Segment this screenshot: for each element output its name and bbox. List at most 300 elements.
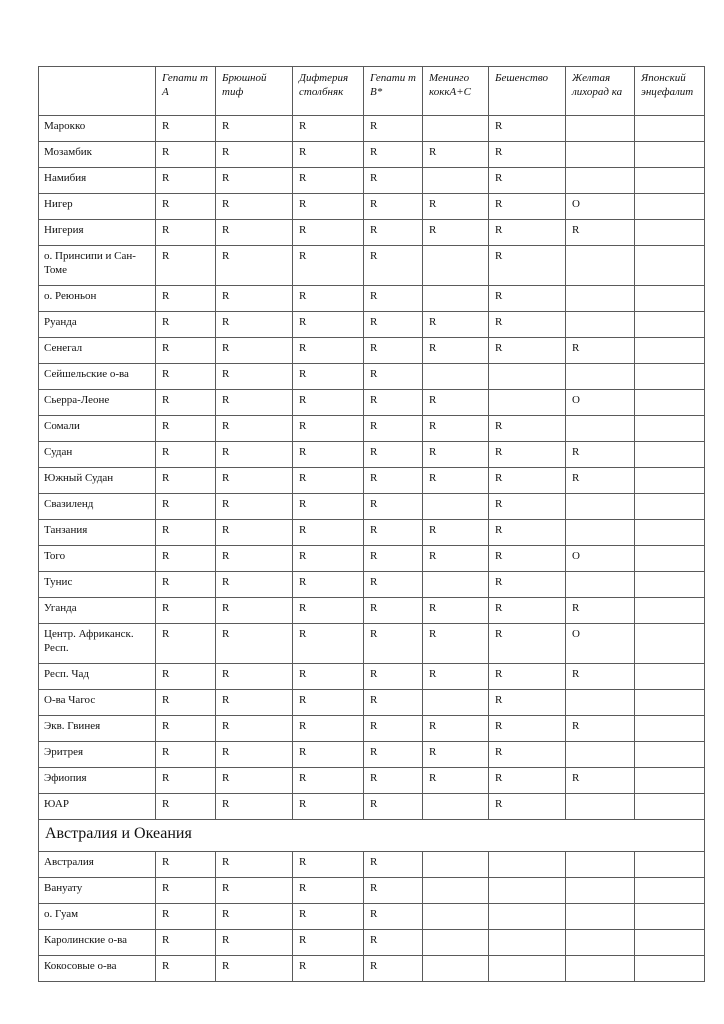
value-cell: R <box>216 416 293 442</box>
country-cell: Намибия <box>39 168 156 194</box>
value-cell <box>566 904 635 930</box>
table-row <box>39 664 705 690</box>
value-cell: R <box>216 716 293 742</box>
value-cell: R <box>293 930 364 956</box>
value-cell: R <box>489 338 566 364</box>
value-cell <box>635 442 705 468</box>
value-cell: R <box>293 286 364 312</box>
value-cell: O <box>566 390 635 416</box>
value-cell <box>635 624 705 664</box>
country-cell: Сьерра-Леоне <box>39 390 156 416</box>
value-cell: R <box>216 442 293 468</box>
value-cell: R <box>293 520 364 546</box>
country-cell: Того <box>39 546 156 572</box>
table-row <box>39 116 705 142</box>
value-cell: R <box>364 364 423 390</box>
value-cell: R <box>489 312 566 338</box>
value-cell: R <box>156 442 216 468</box>
value-cell <box>635 390 705 416</box>
value-cell: R <box>489 768 566 794</box>
value-cell: R <box>156 142 216 168</box>
value-cell <box>635 956 705 982</box>
value-cell: R <box>489 664 566 690</box>
value-cell: R <box>293 794 364 820</box>
value-cell: R <box>423 742 489 768</box>
table-row <box>39 494 705 520</box>
table-row <box>39 468 705 494</box>
value-cell: R <box>423 194 489 220</box>
value-cell <box>423 116 489 142</box>
value-cell: R <box>423 664 489 690</box>
value-cell: R <box>293 664 364 690</box>
value-cell <box>423 364 489 390</box>
country-cell: Руанда <box>39 312 156 338</box>
table-row <box>39 794 705 820</box>
value-cell: R <box>293 624 364 664</box>
value-cell: R <box>489 194 566 220</box>
value-cell <box>635 142 705 168</box>
value-cell <box>566 520 635 546</box>
table-row <box>39 716 705 742</box>
value-cell: R <box>364 904 423 930</box>
value-cell: R <box>364 220 423 246</box>
country-cell: о. Принсипи и Сан-Томе <box>39 246 156 286</box>
value-cell: R <box>156 956 216 982</box>
value-cell: R <box>156 598 216 624</box>
value-cell: R <box>489 286 566 312</box>
value-cell: R <box>423 598 489 624</box>
value-cell: R <box>216 116 293 142</box>
value-cell: R <box>156 194 216 220</box>
value-cell: R <box>364 338 423 364</box>
table-row <box>39 246 705 286</box>
value-cell: R <box>364 168 423 194</box>
table-row <box>39 312 705 338</box>
value-cell: R <box>156 794 216 820</box>
value-cell: R <box>216 878 293 904</box>
value-cell: R <box>423 546 489 572</box>
value-cell: R <box>156 416 216 442</box>
value-cell <box>423 286 489 312</box>
value-cell: R <box>364 878 423 904</box>
table-row <box>39 220 705 246</box>
value-cell: O <box>566 194 635 220</box>
table-row <box>39 742 705 768</box>
table-row <box>39 546 705 572</box>
value-cell: R <box>216 664 293 690</box>
value-cell <box>423 956 489 982</box>
value-cell: R <box>216 364 293 390</box>
value-cell: R <box>216 220 293 246</box>
value-cell <box>635 194 705 220</box>
value-cell: R <box>364 546 423 572</box>
value-cell <box>423 852 489 878</box>
value-cell: R <box>216 624 293 664</box>
value-cell <box>489 956 566 982</box>
value-cell: R <box>566 598 635 624</box>
country-cell: Сомали <box>39 416 156 442</box>
value-cell <box>635 716 705 742</box>
value-cell: R <box>156 546 216 572</box>
country-cell: ЮАР <box>39 794 156 820</box>
value-cell: R <box>364 286 423 312</box>
value-cell: R <box>293 572 364 598</box>
value-cell <box>423 794 489 820</box>
value-cell <box>423 246 489 286</box>
value-cell: R <box>216 520 293 546</box>
table-row <box>39 142 705 168</box>
country-cell: Марокко <box>39 116 156 142</box>
value-cell: R <box>364 624 423 664</box>
value-cell: R <box>364 956 423 982</box>
value-cell <box>635 690 705 716</box>
value-cell: R <box>364 442 423 468</box>
country-cell: Каролинские о-ва <box>39 930 156 956</box>
value-cell <box>635 520 705 546</box>
value-cell <box>635 286 705 312</box>
value-cell: R <box>156 364 216 390</box>
value-cell <box>566 416 635 442</box>
table-row <box>39 338 705 364</box>
value-cell: R <box>364 312 423 338</box>
header-cell: Гепати т А <box>156 67 216 116</box>
value-cell: R <box>216 246 293 286</box>
table-row <box>39 168 705 194</box>
value-cell: R <box>293 312 364 338</box>
value-cell: R <box>489 442 566 468</box>
value-cell: R <box>216 194 293 220</box>
country-cell: Тунис <box>39 572 156 598</box>
value-cell <box>566 116 635 142</box>
value-cell <box>635 572 705 598</box>
value-cell <box>566 312 635 338</box>
value-cell <box>566 794 635 820</box>
value-cell: R <box>566 468 635 494</box>
value-cell: R <box>156 930 216 956</box>
header-cell: Японский энцефалит <box>635 67 705 116</box>
value-cell <box>635 468 705 494</box>
value-cell: R <box>216 494 293 520</box>
value-cell: R <box>364 794 423 820</box>
value-cell <box>489 390 566 416</box>
vaccination-table <box>38 66 705 982</box>
value-cell: R <box>423 716 489 742</box>
value-cell <box>489 930 566 956</box>
value-cell: R <box>216 930 293 956</box>
value-cell: R <box>489 742 566 768</box>
table-row <box>39 878 705 904</box>
value-cell <box>635 878 705 904</box>
value-cell: R <box>156 168 216 194</box>
value-cell: R <box>489 246 566 286</box>
value-cell: R <box>293 116 364 142</box>
value-cell <box>423 878 489 904</box>
value-cell: R <box>156 494 216 520</box>
value-cell: R <box>489 168 566 194</box>
value-cell <box>635 852 705 878</box>
header-cell: Дифтерия столбняк <box>293 67 364 116</box>
value-cell: R <box>156 742 216 768</box>
section-heading: Австралия и Океания <box>39 820 705 852</box>
country-cell: Нигерия <box>39 220 156 246</box>
value-cell <box>489 904 566 930</box>
value-cell: R <box>364 572 423 598</box>
value-cell: R <box>364 116 423 142</box>
value-cell <box>635 220 705 246</box>
header-cell: Гепати т В* <box>364 67 423 116</box>
value-cell: R <box>216 956 293 982</box>
value-cell <box>566 168 635 194</box>
table-row <box>39 442 705 468</box>
header-cell: Бешенство <box>489 67 566 116</box>
value-cell: R <box>293 852 364 878</box>
value-cell: R <box>566 768 635 794</box>
value-cell <box>635 246 705 286</box>
country-cell: Вануату <box>39 878 156 904</box>
value-cell: R <box>489 546 566 572</box>
country-cell: О-ва Чагос <box>39 690 156 716</box>
table-row <box>39 690 705 716</box>
value-cell: R <box>156 690 216 716</box>
value-cell: R <box>216 904 293 930</box>
value-cell: R <box>423 416 489 442</box>
table-row <box>39 852 705 878</box>
value-cell: R <box>423 312 489 338</box>
header-cell: Менинго коккА+С <box>423 67 489 116</box>
value-cell <box>566 878 635 904</box>
table-row <box>39 930 705 956</box>
value-cell: R <box>293 246 364 286</box>
country-cell: Уганда <box>39 598 156 624</box>
value-cell: R <box>489 624 566 664</box>
value-cell: R <box>566 442 635 468</box>
value-cell: R <box>489 494 566 520</box>
value-cell <box>635 494 705 520</box>
value-cell: R <box>423 468 489 494</box>
country-cell: Свазиленд <box>39 494 156 520</box>
value-cell: R <box>216 546 293 572</box>
value-cell: R <box>156 664 216 690</box>
value-cell <box>566 742 635 768</box>
value-cell: R <box>293 690 364 716</box>
value-cell: R <box>364 416 423 442</box>
value-cell: R <box>293 494 364 520</box>
value-cell: R <box>293 598 364 624</box>
value-cell: R <box>216 768 293 794</box>
value-cell: R <box>293 956 364 982</box>
value-cell: R <box>216 390 293 416</box>
value-cell <box>566 956 635 982</box>
value-cell: R <box>156 220 216 246</box>
country-cell: Южный Судан <box>39 468 156 494</box>
table-row <box>39 904 705 930</box>
value-cell <box>423 168 489 194</box>
value-cell: R <box>156 390 216 416</box>
value-cell <box>635 904 705 930</box>
country-cell: Сейшельские о-ва <box>39 364 156 390</box>
country-cell: Нигер <box>39 194 156 220</box>
value-cell: O <box>566 624 635 664</box>
value-cell: R <box>489 416 566 442</box>
value-cell: R <box>364 598 423 624</box>
value-cell <box>635 364 705 390</box>
value-cell: R <box>216 286 293 312</box>
value-cell: R <box>489 572 566 598</box>
value-cell <box>566 690 635 716</box>
table-row <box>39 520 705 546</box>
value-cell <box>566 286 635 312</box>
value-cell: R <box>293 878 364 904</box>
value-cell: R <box>156 768 216 794</box>
value-cell: R <box>364 520 423 546</box>
value-cell: R <box>364 246 423 286</box>
value-cell <box>635 312 705 338</box>
value-cell: R <box>293 168 364 194</box>
value-cell <box>635 664 705 690</box>
table-row <box>39 416 705 442</box>
value-cell: R <box>293 442 364 468</box>
value-cell <box>635 116 705 142</box>
value-cell: R <box>216 794 293 820</box>
value-cell: R <box>156 904 216 930</box>
value-cell: R <box>216 312 293 338</box>
value-cell: R <box>364 716 423 742</box>
value-cell: R <box>423 142 489 168</box>
value-cell: R <box>216 572 293 598</box>
value-cell: R <box>156 520 216 546</box>
country-cell: о. Гуам <box>39 904 156 930</box>
value-cell <box>489 878 566 904</box>
value-cell <box>635 598 705 624</box>
value-cell: R <box>216 852 293 878</box>
country-cell: Респ. Чад <box>39 664 156 690</box>
table-row <box>39 286 705 312</box>
value-cell <box>635 168 705 194</box>
value-cell <box>566 852 635 878</box>
value-cell: R <box>364 664 423 690</box>
header-cell: Брюшной тиф <box>216 67 293 116</box>
value-cell: R <box>293 768 364 794</box>
value-cell: R <box>423 390 489 416</box>
value-cell: R <box>364 390 423 416</box>
value-cell <box>423 690 489 716</box>
value-cell <box>566 930 635 956</box>
table-row <box>39 572 705 598</box>
value-cell: R <box>364 742 423 768</box>
value-cell <box>423 572 489 598</box>
country-cell: Судан <box>39 442 156 468</box>
value-cell: R <box>156 338 216 364</box>
value-cell: R <box>566 338 635 364</box>
value-cell <box>489 852 566 878</box>
value-cell: R <box>216 598 293 624</box>
country-cell: Центр. Африканск. Респ. <box>39 624 156 664</box>
value-cell: R <box>216 142 293 168</box>
country-cell: Танзания <box>39 520 156 546</box>
value-cell: R <box>423 338 489 364</box>
value-cell: R <box>566 664 635 690</box>
value-cell: R <box>364 142 423 168</box>
value-cell: R <box>293 390 364 416</box>
value-cell: R <box>293 338 364 364</box>
country-cell: Сенегал <box>39 338 156 364</box>
table-row <box>39 364 705 390</box>
value-cell: R <box>364 690 423 716</box>
value-cell: R <box>364 930 423 956</box>
header-row <box>39 67 705 116</box>
value-cell: R <box>293 416 364 442</box>
value-cell: R <box>489 716 566 742</box>
value-cell: R <box>566 716 635 742</box>
value-cell <box>635 416 705 442</box>
value-cell <box>635 546 705 572</box>
value-cell: R <box>423 768 489 794</box>
value-cell: R <box>489 690 566 716</box>
value-cell: R <box>216 338 293 364</box>
value-cell: R <box>489 520 566 546</box>
table-row <box>39 768 705 794</box>
country-cell: Эритрея <box>39 742 156 768</box>
country-cell: Экв. Гвинея <box>39 716 156 742</box>
value-cell: R <box>156 572 216 598</box>
table-row <box>39 598 705 624</box>
value-cell: R <box>156 852 216 878</box>
value-cell <box>566 494 635 520</box>
country-cell: Австралия <box>39 852 156 878</box>
value-cell: R <box>423 520 489 546</box>
value-cell: R <box>216 690 293 716</box>
value-cell: R <box>489 598 566 624</box>
value-cell: R <box>489 220 566 246</box>
value-cell: R <box>293 220 364 246</box>
value-cell <box>566 572 635 598</box>
table-row <box>39 956 705 982</box>
value-cell: R <box>216 742 293 768</box>
value-cell: R <box>566 220 635 246</box>
value-cell: R <box>489 116 566 142</box>
value-cell: R <box>489 468 566 494</box>
value-cell: R <box>489 142 566 168</box>
value-cell: R <box>293 142 364 168</box>
value-cell: R <box>156 878 216 904</box>
table-row <box>39 194 705 220</box>
value-cell <box>566 364 635 390</box>
value-cell: R <box>293 904 364 930</box>
value-cell: R <box>156 246 216 286</box>
value-cell <box>635 742 705 768</box>
value-cell: R <box>364 494 423 520</box>
value-cell: R <box>423 220 489 246</box>
value-cell: R <box>364 768 423 794</box>
value-cell <box>423 494 489 520</box>
value-cell <box>423 904 489 930</box>
value-cell <box>423 930 489 956</box>
value-cell: R <box>489 794 566 820</box>
value-cell: R <box>156 286 216 312</box>
value-cell: R <box>156 468 216 494</box>
country-cell: Мозамбик <box>39 142 156 168</box>
country-cell: Кокосовые о-ва <box>39 956 156 982</box>
value-cell <box>489 364 566 390</box>
value-cell: R <box>156 116 216 142</box>
header-cell: Желтая лихорад ка <box>566 67 635 116</box>
value-cell: R <box>364 468 423 494</box>
value-cell <box>635 338 705 364</box>
value-cell: R <box>293 194 364 220</box>
value-cell: R <box>156 716 216 742</box>
value-cell: R <box>293 364 364 390</box>
country-cell: Эфиопия <box>39 768 156 794</box>
